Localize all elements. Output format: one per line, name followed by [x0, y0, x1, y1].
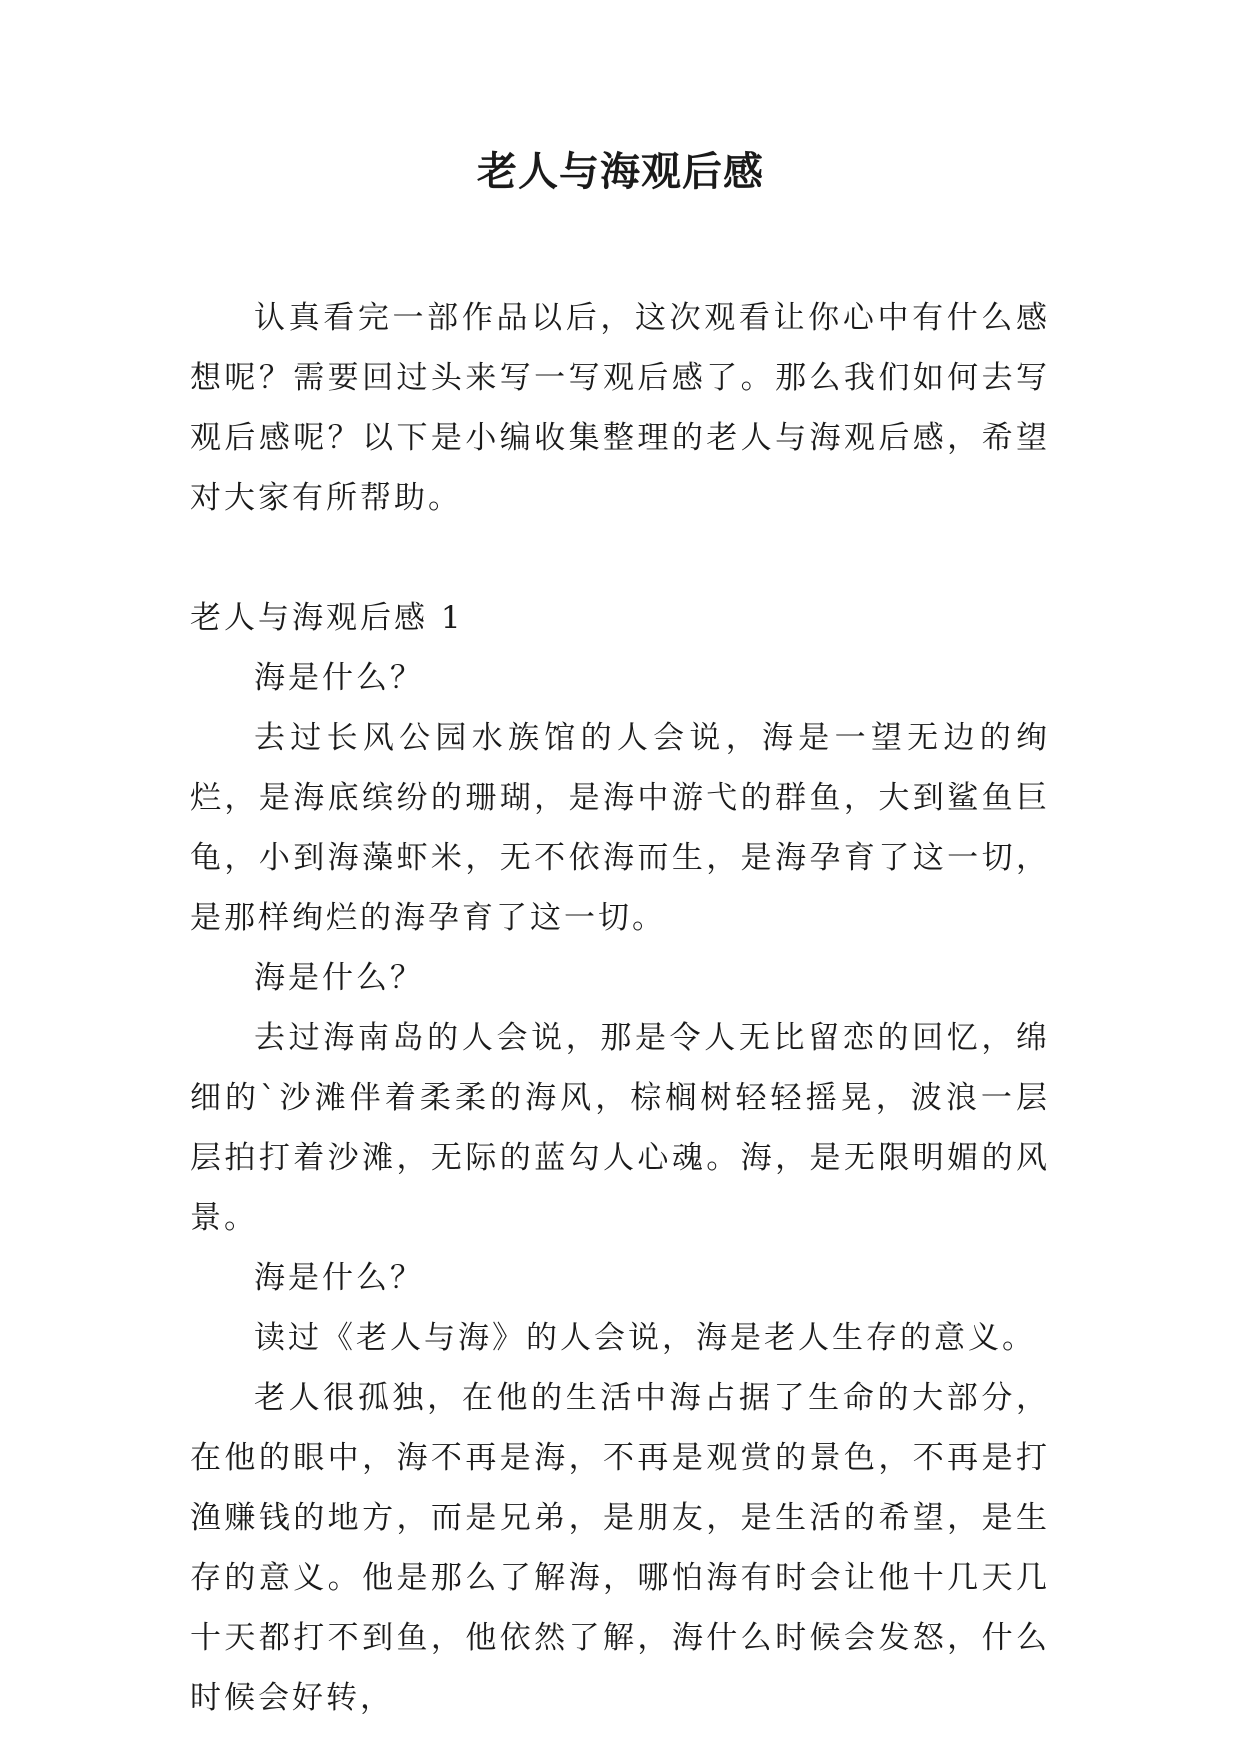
paragraph: 去过长风公园水族馆的人会说，海是一望无边的绚烂，是海底缤纷的珊瑚，是海中游弋的群鱼，大到鲨鱼巨龟，小到海藻虾米，无不依海而生，是海孕育了这一切，是那样绚烂的海孕育了这一切。	[190, 720, 1050, 936]
document-body	[190, 288, 1050, 1728]
section-heading: 老人与海观后感 1	[190, 600, 464, 636]
paragraph: 去过海南岛的人会说，那是令人无比留恋的回忆，绵细的`沙滩伴着柔柔的海风，棕榈树轻轻摇晃，波浪一层层拍打着沙滩，无际的蓝勾人心魂。海，是无限明媚的风景。	[190, 1020, 1050, 1236]
intro-paragraph: 认真看完一部作品以后，这次观看让你心中有什么感想呢？需要回过头来写一写观后感了。那么我们如何去写观后感呢？以下是小编收集整理的老人与海观后感，希望对大家有所帮助。	[190, 300, 1050, 516]
paragraph: 读过《老人与海》的人会说，海是老人生存的意义。	[254, 1320, 1036, 1356]
paragraph: 老人很孤独，在他的生活中海占据了生命的大部分，在他的眼中，海不再是海，不再是观赏的景色，不再是打渔赚钱的地方，而是兄弟，是朋友，是生活的希望，是生存的意义。他是那么了解海，哪怕海有时会让他十几天几十天都打不到鱼，他依然了解，海什么时候会发怒，什么时候会好转，	[190, 1380, 1050, 1716]
document-title: 老人与海观后感	[477, 148, 764, 195]
paragraph: 海是什么？	[254, 660, 424, 696]
paragraph: 海是什么？	[254, 960, 424, 996]
paragraph: 海是什么？	[254, 1260, 424, 1296]
